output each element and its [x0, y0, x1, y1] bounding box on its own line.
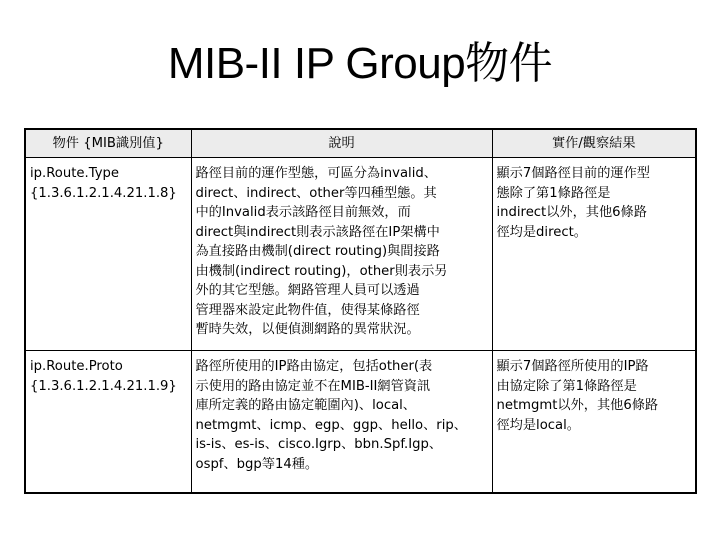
- description-line: 示使用的路由協定並不在MIB-II網管資訊: [195, 378, 431, 394]
- description-cell: [191, 158, 492, 351]
- object-oid: {1.3.6.1.2.1.4.21.1.9}: [30, 378, 177, 394]
- description-line: 路徑所使用的IP路由協定，包括other(表: [195, 359, 433, 374]
- table-row: [25, 351, 696, 494]
- description-line: 為直接路由機制(direct routing)與間接路: [195, 244, 440, 259]
- result-line: 徑均是direct。: [496, 224, 587, 240]
- description-line: netmgmt、icmp、egp、ggp、hello、rip、: [195, 417, 467, 433]
- description-line: direct、indirect、other等四種型態。其: [195, 185, 437, 201]
- table-header-row: [25, 129, 696, 158]
- header-description: 說明: [191, 129, 492, 158]
- result-line: 由協定除了第1條路徑是: [496, 378, 637, 394]
- header-result: 實作/觀察結果: [492, 129, 696, 158]
- description-line: direct與indirect則表示該路徑在IP架構中: [195, 224, 440, 240]
- result-line: indirect以外，其他6條路: [496, 205, 647, 220]
- object-oid: {1.3.6.1.2.1.4.21.1.8}: [30, 185, 177, 201]
- result-line: netmgmt以外，其他6條路: [496, 398, 659, 413]
- description-line: 暫時失效，以便偵測網路的異常狀況。: [195, 322, 420, 337]
- object-name: ip.Route.Proto: [30, 359, 123, 374]
- slide-title: MIB-II IP Group物件: [167, 39, 553, 88]
- table-row: [25, 158, 696, 351]
- description-line: 庫所定義的路由協定範圍內)、local、: [195, 398, 416, 413]
- result-line: 態除了第1條路徑是: [496, 185, 611, 201]
- description-line: ospf、bgp等14種。: [195, 456, 319, 472]
- object-name: ip.Route.Type: [30, 166, 119, 181]
- description-line: 路徑目前的運作型態，可區分為invalid、: [195, 166, 437, 181]
- description-line: 管理器來設定此物件值，使得某條路徑: [195, 302, 420, 318]
- object-name-cell: [25, 158, 191, 351]
- header-object-id: 物件 {MIB識別值}: [25, 129, 191, 158]
- result-cell: [492, 158, 696, 351]
- description-cell: [191, 351, 492, 494]
- description-line: 外的其它型態。網路管理人員可以透過: [195, 283, 420, 298]
- result-line: 顯示7個路徑目前的運作型: [496, 166, 650, 181]
- result-line: 徑均是local。: [496, 417, 580, 433]
- result-cell: [492, 351, 696, 494]
- ip-group-table: [24, 128, 697, 494]
- result-line: 顯示7個路徑所使用的IP路: [496, 359, 649, 374]
- description-line: is-is、es-is、cisco.Igrp、bbn.Spf.Igp、: [195, 437, 443, 452]
- description-line: 中的Invalid表示該路徑目前無效，而: [195, 205, 411, 220]
- description-line: 由機制(indirect routing)，other則表示另: [195, 263, 448, 279]
- object-name-cell: [25, 351, 191, 494]
